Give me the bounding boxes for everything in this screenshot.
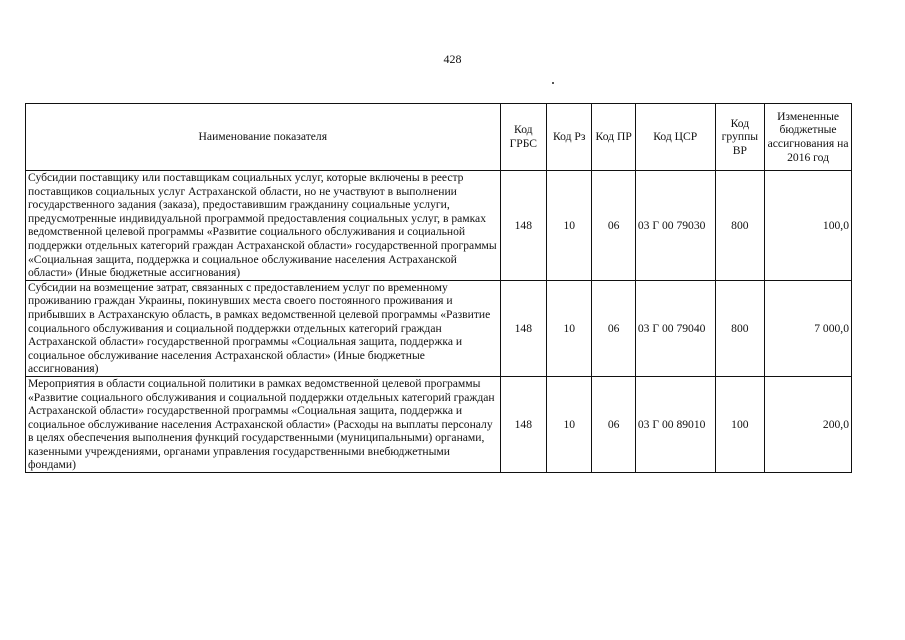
row-name: Субсидии на возмещение затрат, связанных с предоставлением услуг по временному проживанию граждан Украины, покинувших места своего постоянного проживания и прибывших в Астраханскую область, в рамках ведомственной целевой программы «Развитие социального обслуживания и социальной поддержки отдельных категорий граждан Астраханской области» государственной программы «Социальная защита, поддержка и социальное обслуживание населения Астраханской области» (Иные бюджетные ассигнования) — [26, 280, 501, 376]
header-csr: Код ЦСР — [635, 104, 715, 171]
row-grbs: 148 — [500, 376, 546, 472]
table-row — [26, 280, 852, 376]
header-amount: Измененные бюджетные ассигнования на 2016 год — [765, 104, 852, 171]
row-vr: 100 — [715, 376, 764, 472]
row-vr: 800 — [715, 171, 764, 281]
row-amount: 200,0 — [765, 376, 852, 472]
row-amount: 7 000,0 — [765, 280, 852, 376]
header-pr: Код ПР — [592, 104, 635, 171]
row-name: Мероприятия в области социальной политики в рамках ведомственной целевой программы «Развитие социального обслуживания и социальной поддержки отдельных категорий граждан Астраханской области» государственной программы «Социальная защита, поддержка и социальное обслуживание населения Астраханской области» (Расходы на выплаты персоналу в целях обеспечения выполнения функций государственными (муниципальными) органами, казенными учреждениями, органами управления государственными внебюджетными фондами) — [26, 376, 501, 472]
header-name: Наименование показателя — [26, 104, 501, 171]
row-csr: 03 Г 00 79030 — [635, 171, 715, 281]
row-name: Субсидии поставщику или поставщикам социальных услуг, которые включены в реестр поставщиков социальных услуг Астраханской области, но не участвуют в выполнении государственного задания (заказа), предоставившим гражданину социальные услуги, предусмотренные индивидуальной программой предоставления социальных услуг, в рамках ведомственной целевой программы «Развитие социального обслуживания и социальной поддержки отдельных категорий граждан Астраханской области» государственной программы «Социальная защита, поддержка и социальное обслуживание населения Астраханской области» (Иные бюджетные ассигнования) — [26, 171, 501, 281]
table-row — [26, 171, 852, 281]
budget-table — [25, 103, 852, 473]
table-row — [26, 376, 852, 472]
header-row — [26, 104, 852, 171]
row-pr: 06 — [592, 280, 635, 376]
row-rz: 10 — [547, 171, 592, 281]
scan-speck — [552, 82, 554, 84]
row-pr: 06 — [592, 171, 635, 281]
row-rz: 10 — [547, 376, 592, 472]
row-amount: 100,0 — [765, 171, 852, 281]
page-number: 428 — [443, 52, 462, 66]
row-vr: 800 — [715, 280, 764, 376]
row-grbs: 148 — [500, 280, 546, 376]
row-rz: 10 — [547, 280, 592, 376]
header-rz: Код Рз — [547, 104, 592, 171]
row-grbs: 148 — [500, 171, 546, 281]
row-csr: 03 Г 00 89010 — [635, 376, 715, 472]
row-pr: 06 — [592, 376, 635, 472]
header-grbs: Код ГРБС — [500, 104, 546, 171]
row-csr: 03 Г 00 79040 — [635, 280, 715, 376]
header-vr: Код группы ВР — [715, 104, 764, 171]
